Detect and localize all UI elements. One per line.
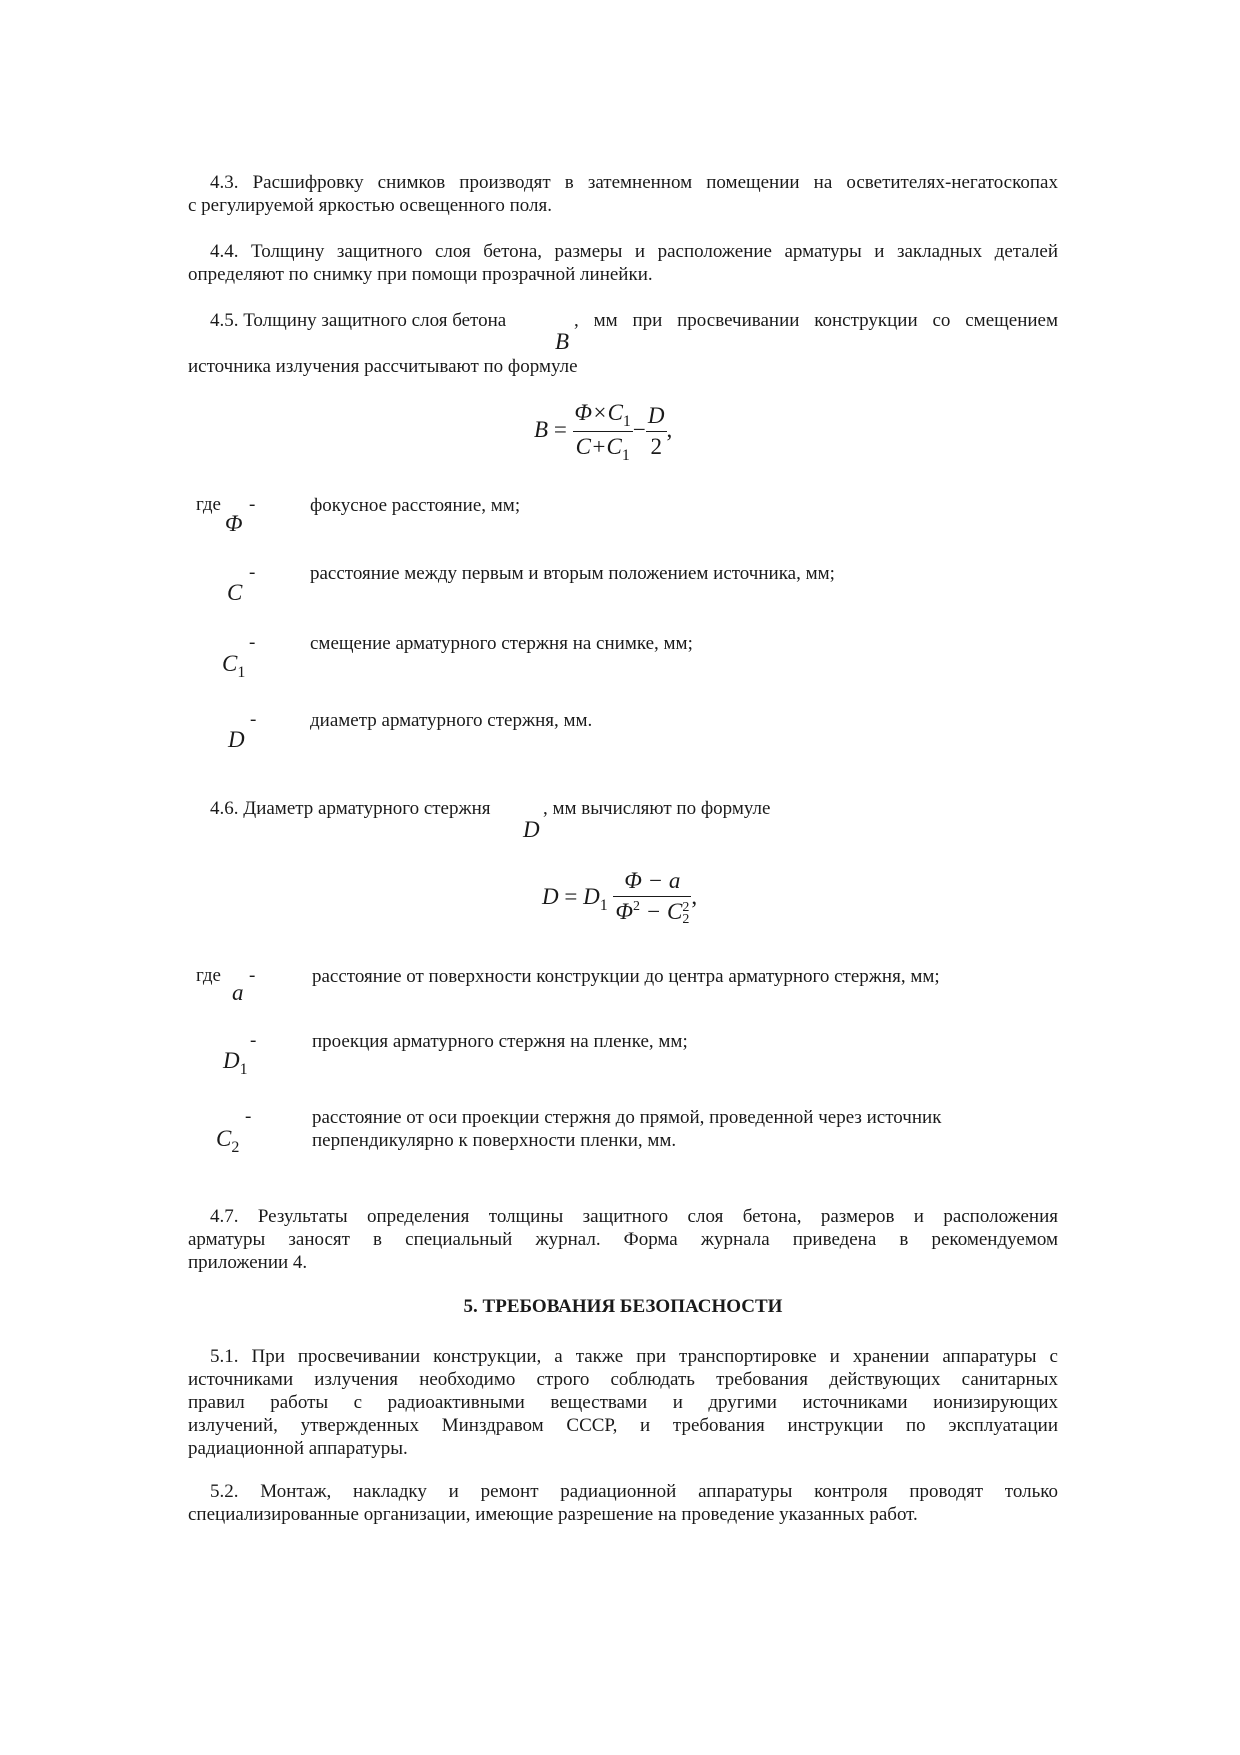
paragraph-4-6-part2: , мм вычисляют по формуле [543, 798, 771, 819]
paragraph-line: арматуры заносят в специальный журнал. Форма журнала приведена в рекомендуемом [188, 1229, 1058, 1250]
fraction-numerator: Φ − a [613, 866, 691, 897]
paragraph-line: 4.3. Расшифровку снимков производят в затемненном помещении на осветителях-негатоскопах [210, 172, 1058, 193]
paragraph-line: 4.4. Толщину защитного слоя бетона, размеры и расположение арматуры и закладных деталей [210, 241, 1058, 262]
symbol-a: a [232, 980, 244, 1005]
definition-line: перпендикулярно к поверхности пленки, мм. [312, 1130, 677, 1151]
fraction-denominator: 2 [650, 434, 662, 459]
fraction-denominator: C+C [575, 434, 622, 459]
paragraph-line: 5.1. При просвечивании конструкции, а также при транспортировке и хранении аппаратуры с [210, 1346, 1058, 1367]
symbol-base: C [222, 651, 238, 676]
symbol-d1 [223, 1048, 248, 1078]
definition-text: смещение арматурного стержня на снимке, мм; [310, 633, 693, 654]
subscript: 1 [237, 664, 246, 681]
paragraph-5-1 [188, 1345, 1058, 1460]
symbol-phi: Φ [225, 511, 243, 536]
paragraph-line: излучений, утвержденных Минздравом СССР, и требования инструкции по эксплуатации [188, 1415, 1058, 1436]
subscript: 1 [599, 896, 608, 914]
formula-minus: − [632, 416, 646, 442]
formula-comma: , [691, 883, 698, 909]
paragraph-4-5-part2: , мм при просвечивании конструкции со смещением [574, 310, 1058, 331]
den-phi: Φ [615, 899, 633, 924]
formula-d [542, 866, 697, 931]
dash: - [249, 494, 256, 515]
definition-text: диаметр арматурного стержня, мм. [310, 710, 593, 731]
definition-text: фокусное расстояние, мм; [310, 495, 521, 516]
definition-line: расстояние от оси проекции стержня до прямой, проведенной через источник [312, 1107, 942, 1128]
formula-comma: , [666, 416, 673, 442]
dash: - [245, 1106, 252, 1127]
subscript: 2 [682, 911, 690, 927]
definition-text: проекция арматурного стержня на пленке, мм; [312, 1031, 688, 1052]
paragraph-4-5-line2: источника излучения рассчитывают по формуле [188, 356, 578, 377]
where-label: где [196, 494, 221, 515]
symbol-c: C [227, 580, 243, 605]
dash: - [249, 632, 256, 653]
formula-coefficient: D [583, 883, 600, 909]
superscript: 2 [682, 899, 690, 915]
paragraph-line: 5.2. Монтаж, накладку и ремонт радиационной аппаратуры контроля проводят только [210, 1481, 1058, 1502]
paragraph-line: источниками излучения необходимо строго соблюдать требования действующих санитарных [188, 1369, 1058, 1390]
fraction-1 [573, 398, 633, 465]
paragraph-line: правил работы с радиоактивными веществами и другими источниками ионизирующих [188, 1392, 1058, 1413]
paragraph-line: с регулируемой яркостью освещенного поля. [188, 195, 552, 216]
dash: - [249, 965, 256, 986]
paragraph-line: определяют по снимку при помощи прозрачной линейки. [188, 264, 653, 285]
fraction-2 [646, 401, 667, 462]
symbol-d: D [228, 727, 245, 752]
formula-equals: = [553, 416, 567, 442]
paragraph-line: 4.7. Результаты определения толщины защитного слоя бетона, размеров и расположения [210, 1206, 1058, 1227]
dash: - [250, 1030, 257, 1051]
paragraph-4-6-part1: 4.6. Диаметр арматурного стержня [210, 798, 491, 819]
formula-lhs: B [534, 416, 549, 442]
paragraph-line: радиационной аппаратуры. [188, 1438, 408, 1459]
paragraph-4-3 [188, 171, 1058, 217]
paragraph-5-2 [188, 1480, 1058, 1526]
where-label: где [196, 965, 221, 986]
symbol-c2 [216, 1126, 240, 1156]
paragraph-4-5-part1: 4.5. Толщину защитного слоя бетона [210, 310, 507, 331]
definition-text [312, 1106, 941, 1152]
fraction-denominator [613, 897, 691, 931]
subscript: 1 [622, 413, 631, 430]
formula-lhs: D [542, 883, 559, 909]
fraction-numerator: D [646, 401, 667, 432]
subscript: 2 [231, 1139, 240, 1156]
formula-equals: = [564, 883, 578, 909]
symbol-base: D [223, 1048, 240, 1073]
definition-text: расстояние между первым и вторым положением источника, мм; [310, 563, 835, 584]
dash: - [250, 709, 257, 730]
fraction-numerator: Φ×C [574, 400, 623, 425]
paragraph-line: специализированные организации, имеющие разрешение на проведение указанных работ. [188, 1504, 918, 1525]
symbol-d-inline: D [523, 817, 540, 842]
paragraph-line: приложении 4. [188, 1252, 308, 1273]
subscript: 1 [239, 1061, 248, 1078]
definition-text: расстояние от поверхности конструкции до центра арматурного стержня, мм; [312, 966, 940, 987]
subscript: 1 [621, 447, 630, 464]
section-heading: 5. ТРЕБОВАНИЯ БЕЗОПАСНОСТИ [463, 1296, 783, 1317]
symbol-base: C [216, 1126, 232, 1151]
symbol-c1 [222, 651, 246, 681]
dash: - [249, 562, 256, 583]
den-c: − C [640, 899, 683, 924]
superscript: 2 [633, 899, 640, 914]
fraction [613, 866, 691, 931]
symbol-b-inline: B [555, 329, 570, 354]
paragraph-4-7 [188, 1205, 1058, 1274]
formula-b [534, 398, 672, 465]
paragraph-4-4 [188, 240, 1058, 286]
